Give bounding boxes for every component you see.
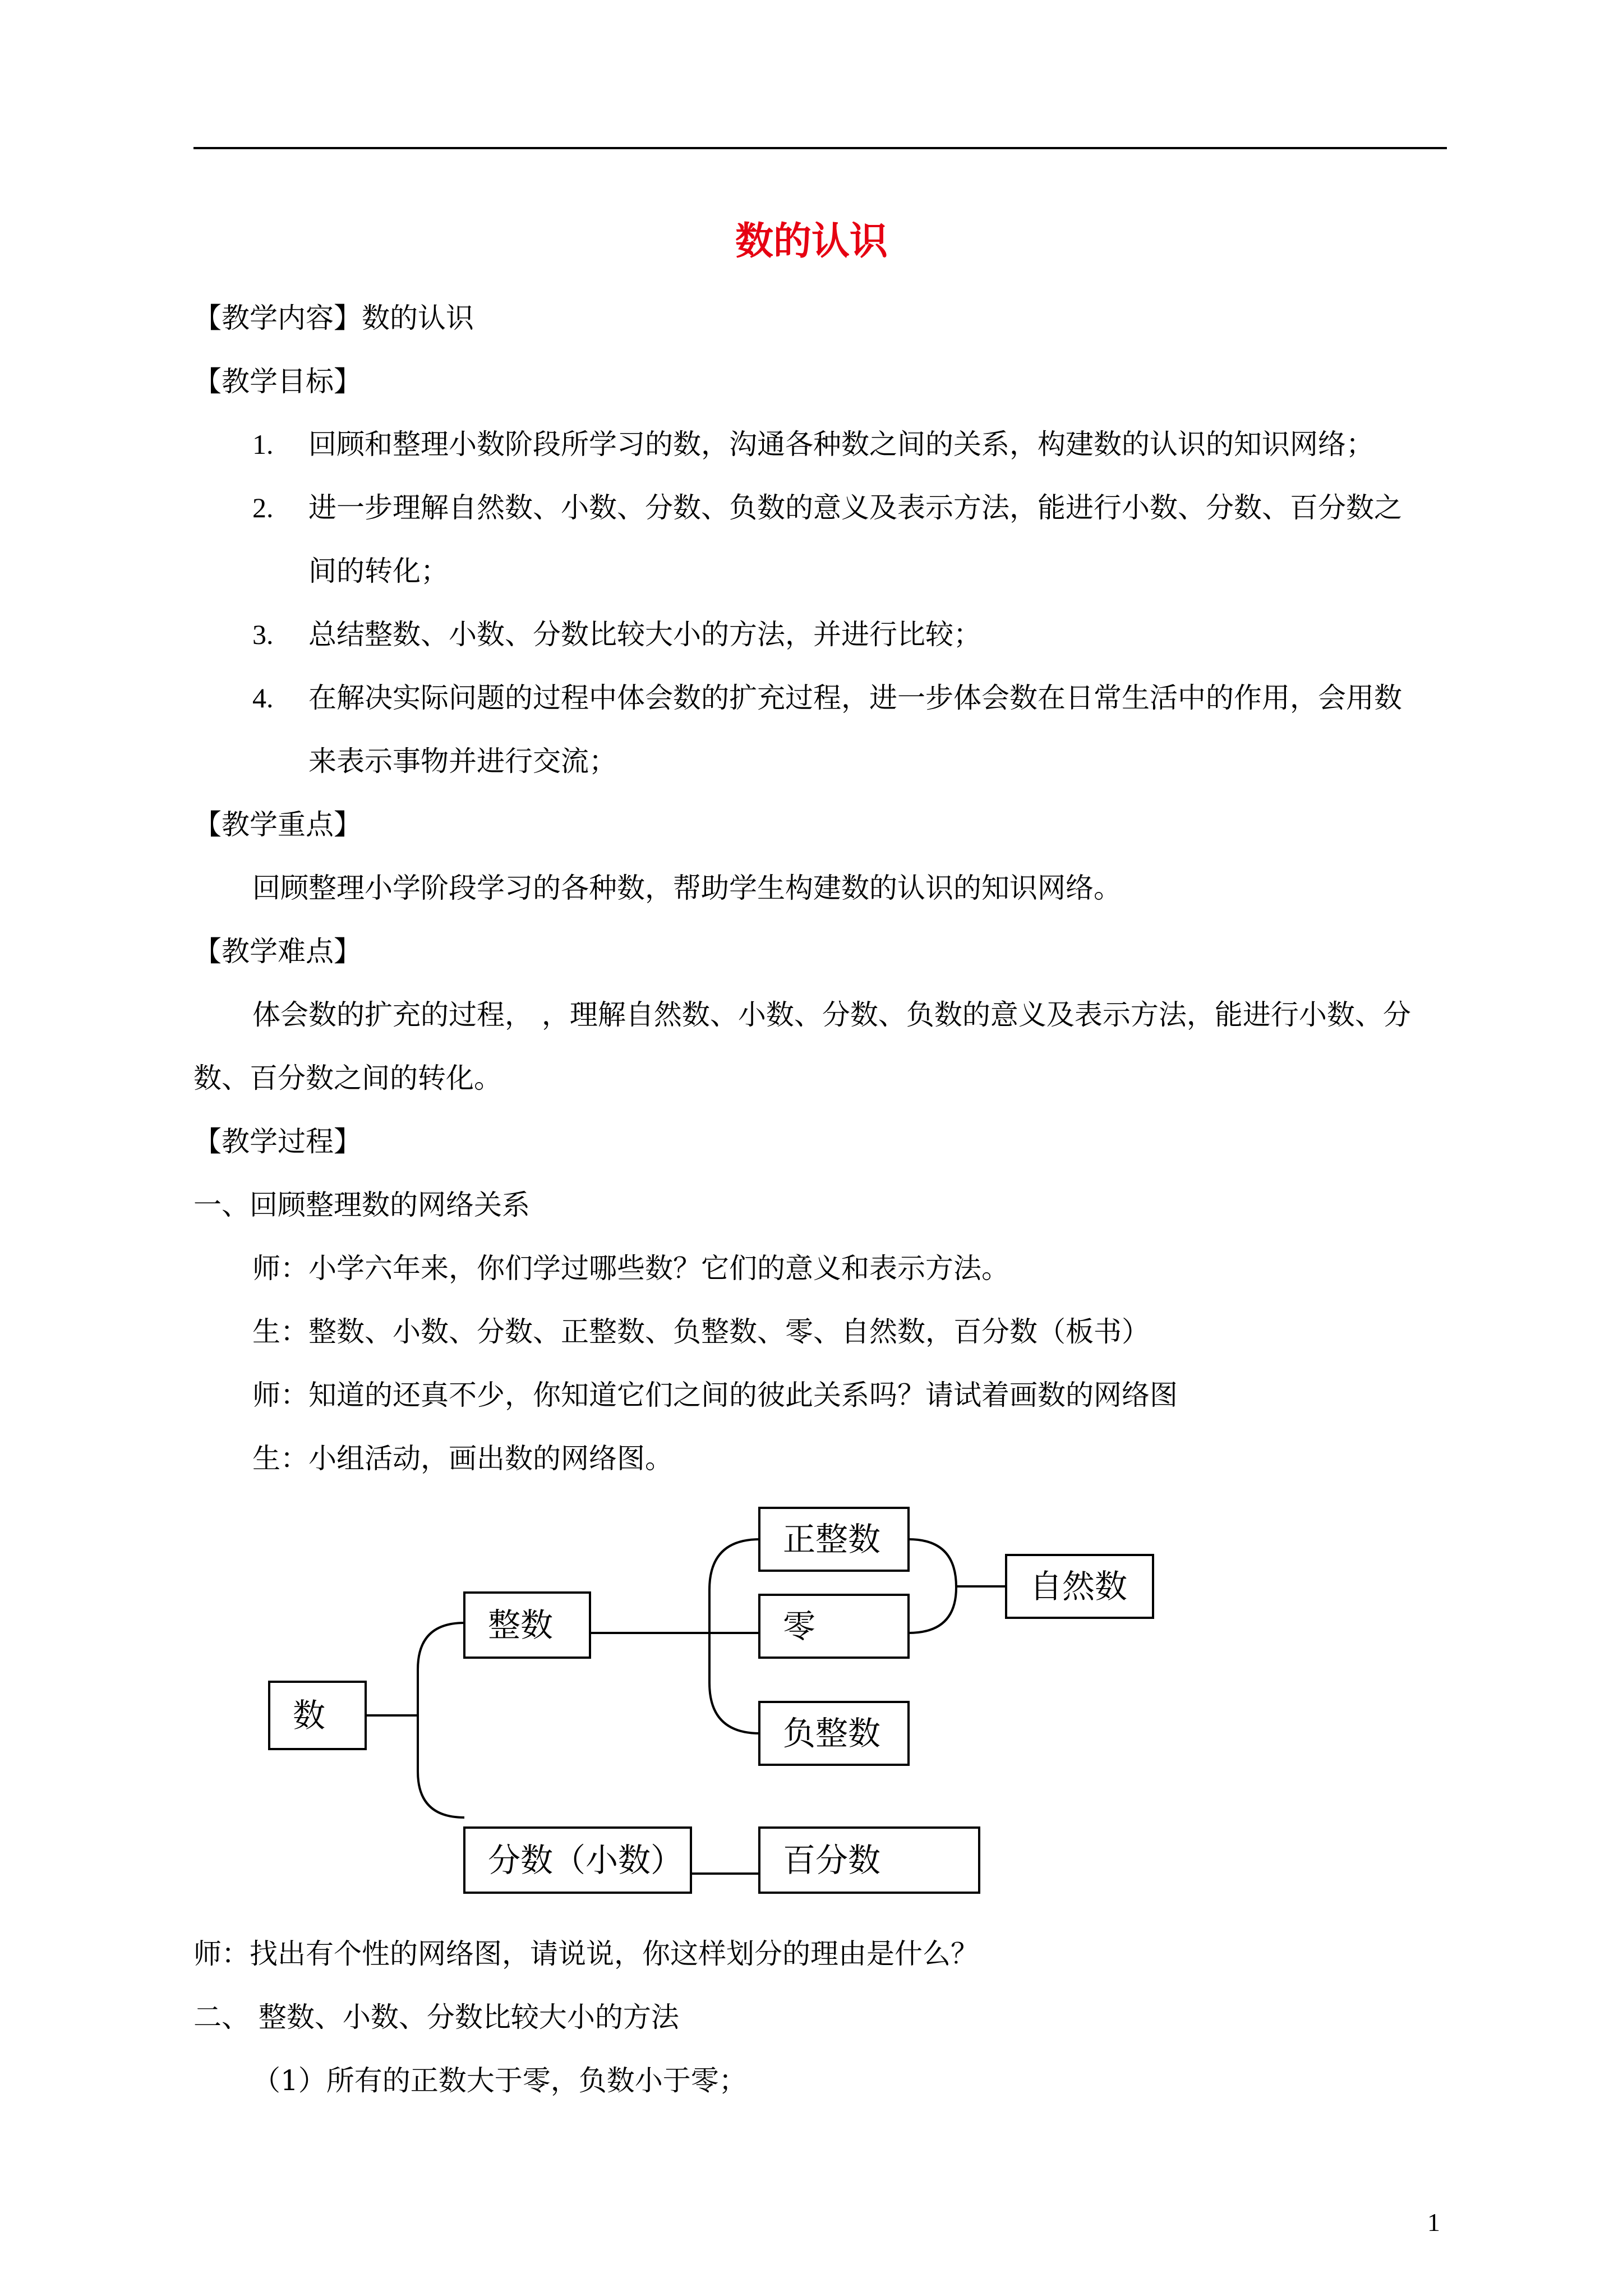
- goal-number: 3.: [252, 619, 274, 650]
- section1-heading: 一、回顾整理数的网络关系: [193, 1189, 530, 1221]
- section2-heading: 二、 整数、小数、分数比较大小的方法: [193, 2001, 679, 2033]
- goal-item-3: [252, 612, 981, 657]
- node-label: 百分数: [783, 1841, 881, 1879]
- node-label: 自然数: [1030, 1567, 1128, 1605]
- goal-number: 1.: [252, 429, 274, 460]
- node-natural-number: [1005, 1554, 1154, 1619]
- goal-text: 在解决实际问题的过程中体会数的扩充过程，进一步体会数在日常生活中的作用，会用数: [308, 682, 1402, 714]
- node-zero: [758, 1594, 910, 1659]
- key-text: 回顾整理小学阶段学习的各种数，帮助学生构建数的认识的知识网络。: [252, 872, 1122, 904]
- node-integer: [463, 1591, 591, 1659]
- process-heading: 【教学过程】: [193, 1125, 362, 1158]
- node-label: 负整数: [783, 1714, 881, 1752]
- node-label: 正整数: [783, 1520, 881, 1558]
- goal-item-1: [252, 422, 1374, 467]
- node-label: 零: [783, 1607, 816, 1645]
- header-rule: [193, 147, 1447, 149]
- node-fraction: [463, 1826, 692, 1894]
- key-heading: 【教学重点】: [193, 808, 362, 841]
- node-label: 分数（小数）: [488, 1841, 684, 1879]
- goal-text: 进一步理解自然数、小数、分数、负数的意义及表示方法，能进行小数、分数、百分数之: [308, 491, 1402, 524]
- difficulty-text: 体会数的扩充的过程， ，理解自然数、小数、分数、负数的意义及表示方法，能进行小数、分: [252, 999, 1411, 1031]
- goal-item-2-continued: 间的转化；: [308, 555, 449, 587]
- rule-item-1: （1）所有的正数大于零，负数小于零；: [252, 2064, 747, 2097]
- dialogue-line: 师：小学六年来，你们学过哪些数？它们的意义和表示方法。: [252, 1252, 1009, 1285]
- goal-number: 2.: [252, 492, 274, 523]
- node-label: 整数: [488, 1606, 554, 1644]
- content-line: 【教学内容】数的认识: [193, 302, 474, 334]
- dialogue-line: 生：小组活动，画出数的网络图。: [252, 1442, 673, 1475]
- goals-heading: 【教学目标】: [193, 365, 362, 398]
- page-title: 数的认识: [735, 219, 888, 264]
- goal-number: 4.: [252, 682, 274, 714]
- goal-item-4: [252, 675, 1402, 720]
- node-negative-integer: [758, 1701, 910, 1766]
- node-positive-integer: [758, 1507, 910, 1572]
- node-number: [268, 1681, 367, 1750]
- node-percent: [758, 1826, 980, 1894]
- goal-text: 回顾和整理小数阶段所学习的数，沟通各种数之间的关系，构建数的认识的知识网络；: [308, 428, 1374, 461]
- after-diagram-text: 师：找出有个性的网络图，请说说，你这样划分的理由是什么？: [193, 1938, 979, 1970]
- goal-item-2: [252, 485, 1402, 530]
- difficulty-heading: 【教学难点】: [193, 935, 362, 968]
- dialogue-line: 生：整数、小数、分数、正整数、负整数、零、自然数，百分数（板书）: [252, 1315, 1150, 1348]
- goal-item-4-continued: 来表示事物并进行交流；: [308, 745, 617, 777]
- node-label: 数: [293, 1696, 326, 1734]
- difficulty-text-continued: 数、百分数之间的转化。: [193, 1062, 502, 1094]
- page-number: 1: [1427, 2208, 1440, 2237]
- goal-text: 总结整数、小数、分数比较大小的方法，并进行比较；: [308, 618, 981, 651]
- dialogue-line: 师：知道的还真不少，你知道它们之间的彼此关系吗？请试着画数的网络图: [252, 1379, 1178, 1411]
